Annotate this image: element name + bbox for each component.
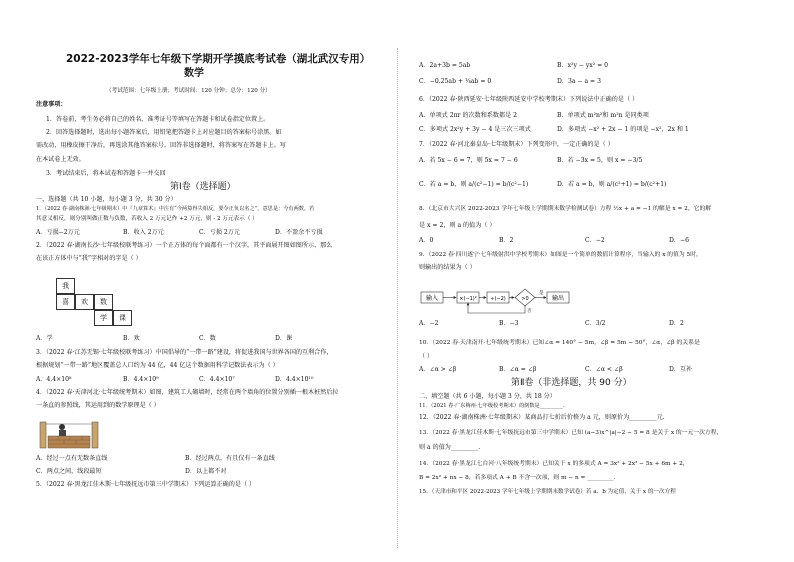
flow-no-label: 否 (527, 309, 532, 314)
flow-input-label: 输入 (425, 295, 439, 302)
note-line: 需改动，用橡皮擦干净后，再选涂其他答案标号。回答非选择题时，将答案写在答题卡上。写 (36, 142, 286, 149)
question-14-line: 14．（2022 春·黑龙江七台河·八年级统考期末）已知关于 x 的多项式 A = 3x² + 2x³ − 5x + 6m + 2， (419, 461, 689, 467)
question-6-line: 6．（2022 春·陕西延安·七年级陕西延安中学校考期末）下列说法中正确的是（ ） (419, 96, 639, 103)
question-8-line: 8．（北京市大兴区 2022-2023 学年七年级上学期期末数学检测试卷）方程 ½x + a = −1 的解是 x = 2，它的解 (419, 206, 712, 212)
net-cell: 数 (94, 294, 113, 310)
q3-option-b: B．4.4×10⁹ (123, 376, 159, 383)
question-14-line: B = 2x² + nx − 8，若多项式 A + B 不含一次项，则 m − n = _________. (419, 475, 616, 481)
q1-option-a: A．亏损−2万元 (36, 229, 80, 236)
q5-option-c: C．−0.25ab + ¼ab = 0 (419, 78, 492, 85)
question-12-line: 12．（2022 春·湖南株洲·七年级期末）某商品打七折后价格为 a 元，则原价为_________元. (419, 414, 665, 421)
net-cell: 欢 (75, 294, 94, 310)
q1-option-b: B．收入 2万元 (123, 229, 164, 236)
q1-option-c: C．亏损 2万元 (199, 229, 240, 236)
question-5-line: 5．（2022 春·黑龙江佳木斯·七年级抚远市第三中学期末）下列运算正确的是（ ） (36, 481, 256, 488)
flow-check-label: >0 (521, 296, 529, 302)
q9-option-c: C．3/2 (585, 320, 606, 327)
q10-option-b: B．∠α = ∠β (499, 366, 537, 373)
q8-option-d: D．−6 (669, 237, 689, 244)
left-column (0, 0, 387, 562)
q4-option-b: B．经过两点，有且仅有一条直线 (185, 455, 275, 462)
q2-option-c: C．数 (199, 335, 216, 342)
question-10-line: 10．（2022 春·天津南开·七年级统考期末）已知∠α = 140° − 5m，∠β = 5m − 50°，∠α，∠β 的关系是 (419, 340, 700, 346)
question-9-line: 9．（2022 春·四川遂宁·七年级射洪中学校考期末）如图是一个简单的数值计算程序，当输入的 x 的值为 5时， (419, 252, 702, 258)
flow-step1-label: ×(−1)² (459, 296, 477, 302)
column-divider (397, 48, 398, 548)
q6-option-a: A．单项式 2πr 的次数和系数都是 2 (419, 112, 518, 119)
question-13-line: 13．（2022 春·黑龙江佳木斯·七年级抚远市第三中学期末）已知 (a−3)x^|a|−2 − 5 = 8 是关于 x 的一元一次方程， (419, 430, 723, 436)
question-3-line: 根据规划“一带一路”地区覆盖总人口约为 44 亿，44 亿这个数据用科学记数法表示为（ ） (36, 362, 279, 369)
flow-output-label: 输出 (551, 295, 565, 302)
stake (92, 422, 98, 448)
q7-option-b: B．若 −3x = 5，则 x = −3/5 (557, 157, 643, 164)
flow-yes-label: 是 (539, 291, 544, 296)
q8-option-a: A．0 (419, 237, 434, 244)
worker-figure (59, 424, 66, 436)
q5-option-a: A．2a+3b = 5ab (419, 62, 471, 69)
q5-option-d: D．3a − a = 3 (557, 78, 601, 85)
q8-option-b: B．2 (499, 237, 514, 244)
question-4-line: 一条直的参照线，其运用到的数学原理是（ ） (36, 402, 160, 409)
q6-option-c: C．多项式 2x²y + 3y − 4 是三次三项式 (419, 126, 531, 133)
q10-option-c: C．∠α < ∠β (585, 366, 623, 373)
notes-heading: 注意事项： (36, 101, 67, 108)
q9-option-d: D．2 (669, 320, 684, 327)
net-cell: 我 (56, 278, 75, 294)
note-line: 1．答卷前，考生务必将自己的姓名、准考证号等填写在答题卡和试卷指定位置上。 (46, 116, 270, 123)
q4-option-d: D．以上都不对 (185, 468, 227, 475)
right-column (407, 0, 794, 562)
q3-option-a: A．4.4×10⁸ (36, 376, 72, 383)
exam-info: （考试范围：七年级上册；考试时间：120 分钟；总分：120 分） (106, 88, 271, 94)
q7-option-c: C．若 a = b，则 a/(c²−1) = b/(c²−1) (419, 181, 529, 188)
question-2-line: 在该正方体中与“我”字相对的字是（ ） (36, 255, 142, 262)
q8-option-c: C．−2 (585, 237, 605, 244)
question-3-line: 3．（2022 春·江苏无锡·七年级校联考练习）中国倡导的“一带一路”建设，将促进我国与世界各国的互利合作， (36, 349, 333, 356)
q1-option-d: D．不盈余不亏损 (275, 229, 323, 236)
part2-title: 第Ⅱ卷（非选择题，共 90 分） (511, 378, 632, 388)
question-11-line: 11．（2021 春·广东梅州·七年级校考期末）的倒数是_________. (419, 403, 565, 409)
part1-title: 第Ⅰ卷（选择题） (170, 182, 236, 192)
question-13-line: 则 a 的值为_________. (419, 444, 481, 451)
question-2-line: 2．（2022 春·湖南长沙·七年级校联考练习）一个正方体的每个面都有一个汉字，其平面展开图如图所示，那么 (36, 242, 333, 249)
q10-option-d: D．互补 (669, 366, 693, 373)
question-4-line: 4．（2022 春·天津河北·七年级统考期末）如图，建筑工人砌墙时，经常在两个墙角的位置分别插一根木桩然后拉 (36, 389, 339, 396)
q2-option-d: D．课 (275, 335, 293, 342)
note-line: 3．考试结束后，将本试卷和答题卡一并交回 (46, 170, 166, 177)
section-heading: 二、填空题（共 6 小题，每小题 3 分，共 18 分） (419, 393, 556, 400)
note-line: 在本试卷上无效。 (36, 156, 85, 163)
note-line: 2．回答选择题时，选出每小题答案后，用铅笔把答题卡上对应题目的答案标号涂黑。如 (46, 129, 282, 136)
q2-option-b: B．欢 (123, 335, 140, 342)
question-9-line: 则输出的结果为（ ） (419, 264, 476, 271)
brick-wall (48, 436, 90, 448)
q6-option-d: D．多项式 −x² + 2x − 1 的项是 −x²，2x 和 1 (557, 126, 689, 133)
q9-option-b: B．−3 (499, 320, 519, 327)
q4-option-a: A．经过一点有无数条直线 (36, 455, 108, 462)
section-heading: 一、选择题（共 10 小题，每小题 3 分，共 30 分） (36, 196, 177, 203)
exam-subject: 数学 (184, 68, 204, 79)
exam-title: 2022-2023学年七年级下学期开学摸底考试卷（湖北武汉专用） (66, 53, 371, 65)
question-10-line: （ ） (419, 353, 434, 360)
question-1-line: 其意义相反，则分别叫做正数与负数，若收入 2 万元记作 +2 万元，则 - 2 万元表示（ ） (36, 216, 258, 222)
q7-option-d: D．若 a = b，则 a/(c²+1) = b/(c²+1) (557, 181, 667, 188)
net-cell: 学 (94, 310, 113, 326)
q3-option-c: C．4.4×10⁷ (199, 376, 235, 383)
net-cell: 课 (113, 310, 132, 326)
q10-option-a: A．∠α > ∠β (419, 366, 457, 373)
q6-option-b: B．单项式 m²n²和 m²n 是同类项 (557, 112, 649, 119)
flowchart-figure (413, 276, 573, 316)
question-1-line: 1．（2022 春·湖南株洲·七年级期末）中『九章算术』中注有“今两算得失相反，要令正负以名之”，意思是：今有两数，若 (36, 206, 315, 212)
q7-option-a: A．若 5x − 6 = 7，则 5x = 7 − 6 (419, 157, 518, 164)
question-15-line: 15．（天津市和平区 2022-2023 学年七年级上学期期末数学试卷）若 a、b 为定值，关于 x 的一次方程 (419, 489, 676, 495)
flow-step2-label: ÷(−2) (490, 296, 506, 302)
flow-loop-arrow (468, 303, 525, 313)
q4-option-c: C．两点之间，线段最短 (36, 468, 102, 475)
q3-option-d: D．4.4×10¹⁰ (275, 376, 314, 383)
stake (40, 422, 46, 448)
question-7-line: 7．（2022 春·河北秦皇岛·七年级期末）下列变形中，一定正确的是（ ） (419, 141, 614, 148)
net-cell: 喜 (56, 294, 75, 310)
q9-option-a: A．−2 (419, 320, 439, 327)
question-8-line: 是 x = 2，则 a 的值为（ ） (419, 222, 496, 229)
q2-option-a: A．学 (36, 335, 53, 342)
q5-option-b: B．x²y − yx² = 0 (557, 62, 609, 69)
bricklayer-illustration (38, 418, 100, 450)
